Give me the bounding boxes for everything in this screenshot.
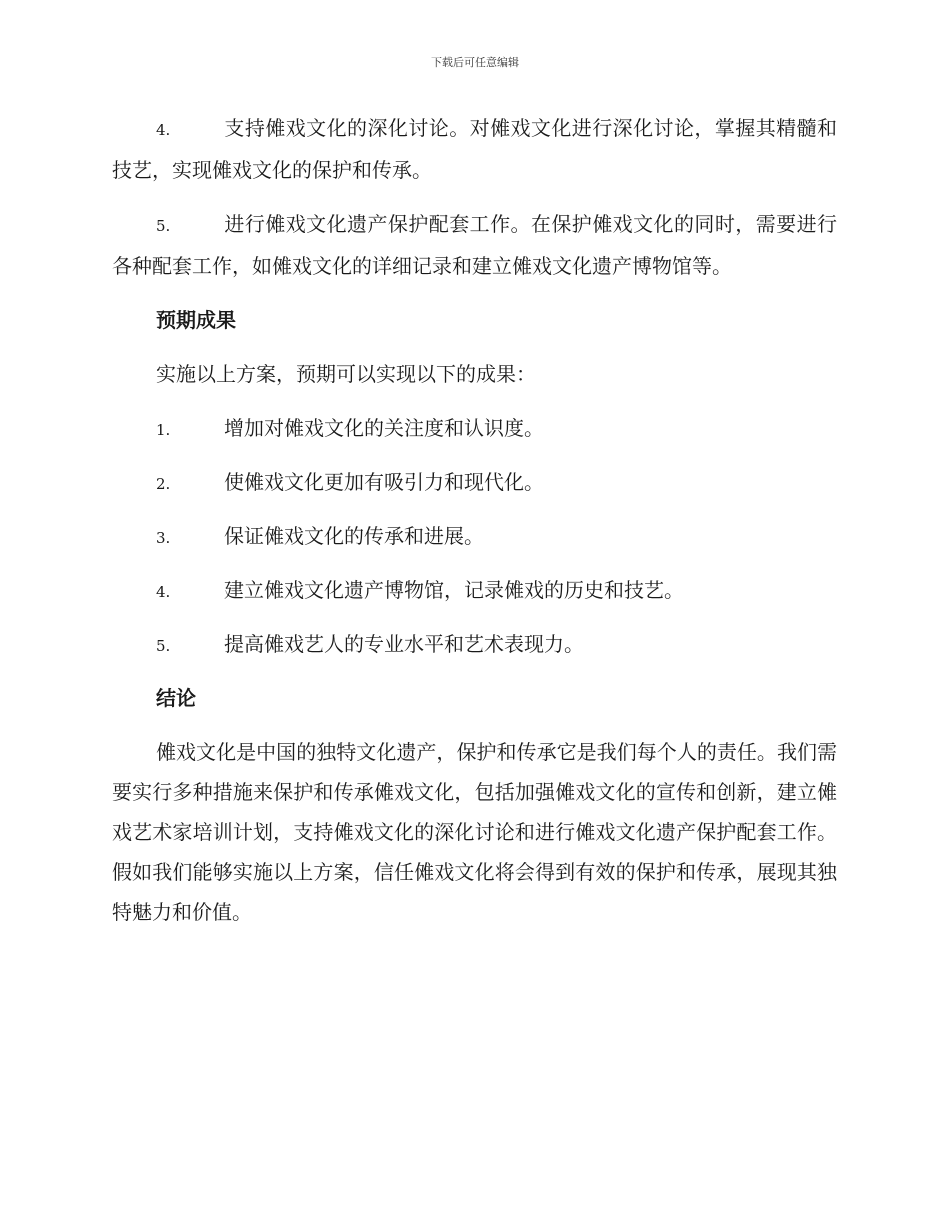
result-item-2 bbox=[112, 462, 837, 502]
strategy-number: 4. bbox=[156, 121, 171, 139]
result-text: 提高傩戏艺人的专业水平和艺术表现力。 bbox=[224, 632, 584, 656]
expected-results-intro: 实施以上方案，预期可以实现以下的成果： bbox=[156, 362, 536, 386]
document-body bbox=[112, 108, 837, 932]
result-number: 5. bbox=[156, 637, 171, 655]
conclusion-text: 傩戏文化是中国的独特文化遗产，保护和传承它是我们每个人的责任。我们需要实行多种措施来保护和传承傩戏文化，包括加强傩戏文化的宣传和创新，建立傩戏艺术家培训计划，支持傩戏文化的深化讨论和进行傩戏文化遗产保护配套工作。假如我们能够实施以上方案，信任傩戏文化将会得到有效的保护和传承，展现其独特魅力和价值。 bbox=[112, 740, 837, 924]
result-text: 保证傩戏文化的传承和进展。 bbox=[224, 524, 484, 548]
result-item-3 bbox=[112, 516, 837, 556]
strategy-text: 支持傩戏文化的深化讨论。对傩戏文化进行深化讨论，掌握其精髓和技艺，实现傩戏文化的保护和传承。 bbox=[112, 116, 837, 182]
strategy-item-5 bbox=[112, 204, 837, 286]
result-item-5 bbox=[112, 624, 837, 664]
result-number: 4. bbox=[156, 583, 171, 601]
conclusion-heading: 结论 bbox=[156, 686, 196, 710]
result-item-4 bbox=[112, 570, 837, 610]
header-note: 下载后可任意编辑 bbox=[431, 56, 519, 69]
result-number: 3. bbox=[156, 529, 171, 547]
result-item-1 bbox=[112, 408, 837, 448]
expected-results-heading: 预期成果 bbox=[156, 308, 236, 332]
result-text: 增加对傩戏文化的关注度和认识度。 bbox=[224, 416, 544, 440]
result-number: 2. bbox=[156, 475, 171, 493]
result-number: 1. bbox=[156, 421, 171, 439]
result-text: 使傩戏文化更加有吸引力和现代化。 bbox=[224, 470, 544, 494]
strategy-text: 进行傩戏文化遗产保护配套工作。在保护傩戏文化的同时，需要进行各种配套工作，如傩戏文化的详细记录和建立傩戏文化遗产博物馆等。 bbox=[112, 212, 837, 278]
strategy-number: 5. bbox=[156, 217, 171, 235]
strategy-item-4 bbox=[112, 108, 837, 190]
result-text: 建立傩戏文化遗产博物馆，记录傩戏的历史和技艺。 bbox=[224, 578, 684, 602]
